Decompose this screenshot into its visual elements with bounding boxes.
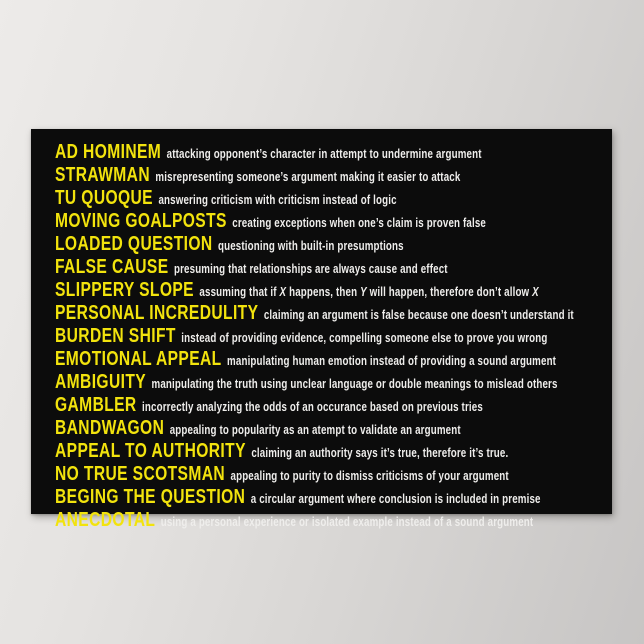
fallacy-term: APPEAL TO AUTHORITY bbox=[55, 440, 246, 462]
fallacy-term: STRAWMAN bbox=[55, 164, 150, 186]
fallacy-row bbox=[55, 509, 534, 533]
fallacy-term: MOVING GOALPOSTS bbox=[55, 210, 227, 232]
fallacy-desc: incorrectly analyzing the odds of an occurance based on previous tries bbox=[142, 400, 483, 414]
fallacy-term: AMBIGUITY bbox=[55, 371, 147, 393]
fallacy-row bbox=[55, 257, 489, 280]
fallacy-row bbox=[55, 234, 489, 257]
fallacy-desc: creating exceptions when one’s claim is proven false bbox=[232, 216, 487, 230]
fallacy-term: LOADED QUESTION bbox=[55, 233, 213, 255]
fallacy-term: FALSE CAUSE bbox=[55, 256, 169, 278]
fallacy-desc: using a personal experience or isolated example instead of a sound argument bbox=[160, 515, 534, 529]
fallacy-row bbox=[55, 165, 489, 188]
fallacy-row bbox=[55, 371, 558, 395]
fallacy-row bbox=[55, 348, 557, 372]
fallacy-term: NO TRUE SCOTSMAN bbox=[55, 463, 226, 485]
fallacy-desc: answering criticism with criticism instead of logic bbox=[158, 193, 397, 207]
fallacy-desc: misrepresenting someone’s argument making it easier to attack bbox=[155, 170, 461, 184]
fallacy-term: AD HOMINEM bbox=[55, 141, 162, 163]
fallacy-desc: presuming that relationships are always cause and effect bbox=[173, 262, 448, 276]
fallacy-term: EMOTIONAL APPEAL bbox=[55, 348, 222, 370]
fallacy-desc: questioning with built-in presumptions bbox=[217, 239, 404, 253]
fallacy-row bbox=[55, 302, 574, 326]
fallacy-desc: instead of providing evidence, compelling someone else to prove you wrong bbox=[181, 331, 548, 345]
fallacy-desc: appealing to popularity as an atempt to validate an argument bbox=[169, 423, 461, 437]
fallacy-row bbox=[55, 486, 541, 510]
fallacy-term: TU QUOQUE bbox=[55, 187, 153, 209]
fallacy-desc: a circular argument where conclusion is included in premise bbox=[250, 492, 541, 506]
fallacy-desc: claiming an authority says it’s true, therefore it’s true. bbox=[251, 446, 509, 460]
fallacy-desc: attacking opponent’s character in attempt to undermine argument bbox=[166, 147, 482, 161]
fallacy-term: ANECDOTAL bbox=[55, 509, 156, 531]
fallacy-row bbox=[55, 211, 489, 234]
fallacy-list bbox=[55, 142, 612, 533]
fallacy-row bbox=[55, 325, 548, 349]
fallacy-desc: manipulating the truth using unclear language or double meanings to mislead others bbox=[151, 377, 558, 391]
logical-fallacies-poster bbox=[31, 129, 612, 531]
fallacy-term: BEGING THE QUESTION bbox=[55, 486, 246, 508]
fallacy-term: GAMBLER bbox=[55, 394, 137, 416]
fallacy-desc: claiming an argument is false because one doesn’t understand it bbox=[263, 308, 574, 322]
fallacy-desc: appealing to purity to dismiss criticisms of your argument bbox=[230, 469, 509, 483]
fallacy-row bbox=[55, 463, 509, 487]
fallacy-term: PERSONAL INCREDULITY bbox=[55, 302, 259, 324]
fallacy-row bbox=[55, 395, 489, 418]
fallacy-term: BURDEN SHIFT bbox=[55, 325, 176, 347]
fallacy-term: BANDWAGON bbox=[55, 417, 165, 439]
fallacy-desc: assuming that if X happens, then Y will happen, therefore don’t allow X bbox=[199, 285, 539, 299]
fallacy-row bbox=[55, 142, 489, 165]
fallacy-row bbox=[55, 418, 489, 441]
fallacy-row bbox=[55, 188, 489, 211]
fallacy-row bbox=[55, 279, 539, 303]
fallacy-term: SLIPPERY SLOPE bbox=[55, 279, 194, 301]
fallacy-desc: manipulating human emotion instead of providing a sound argument bbox=[227, 354, 557, 368]
fallacy-row bbox=[55, 440, 509, 464]
